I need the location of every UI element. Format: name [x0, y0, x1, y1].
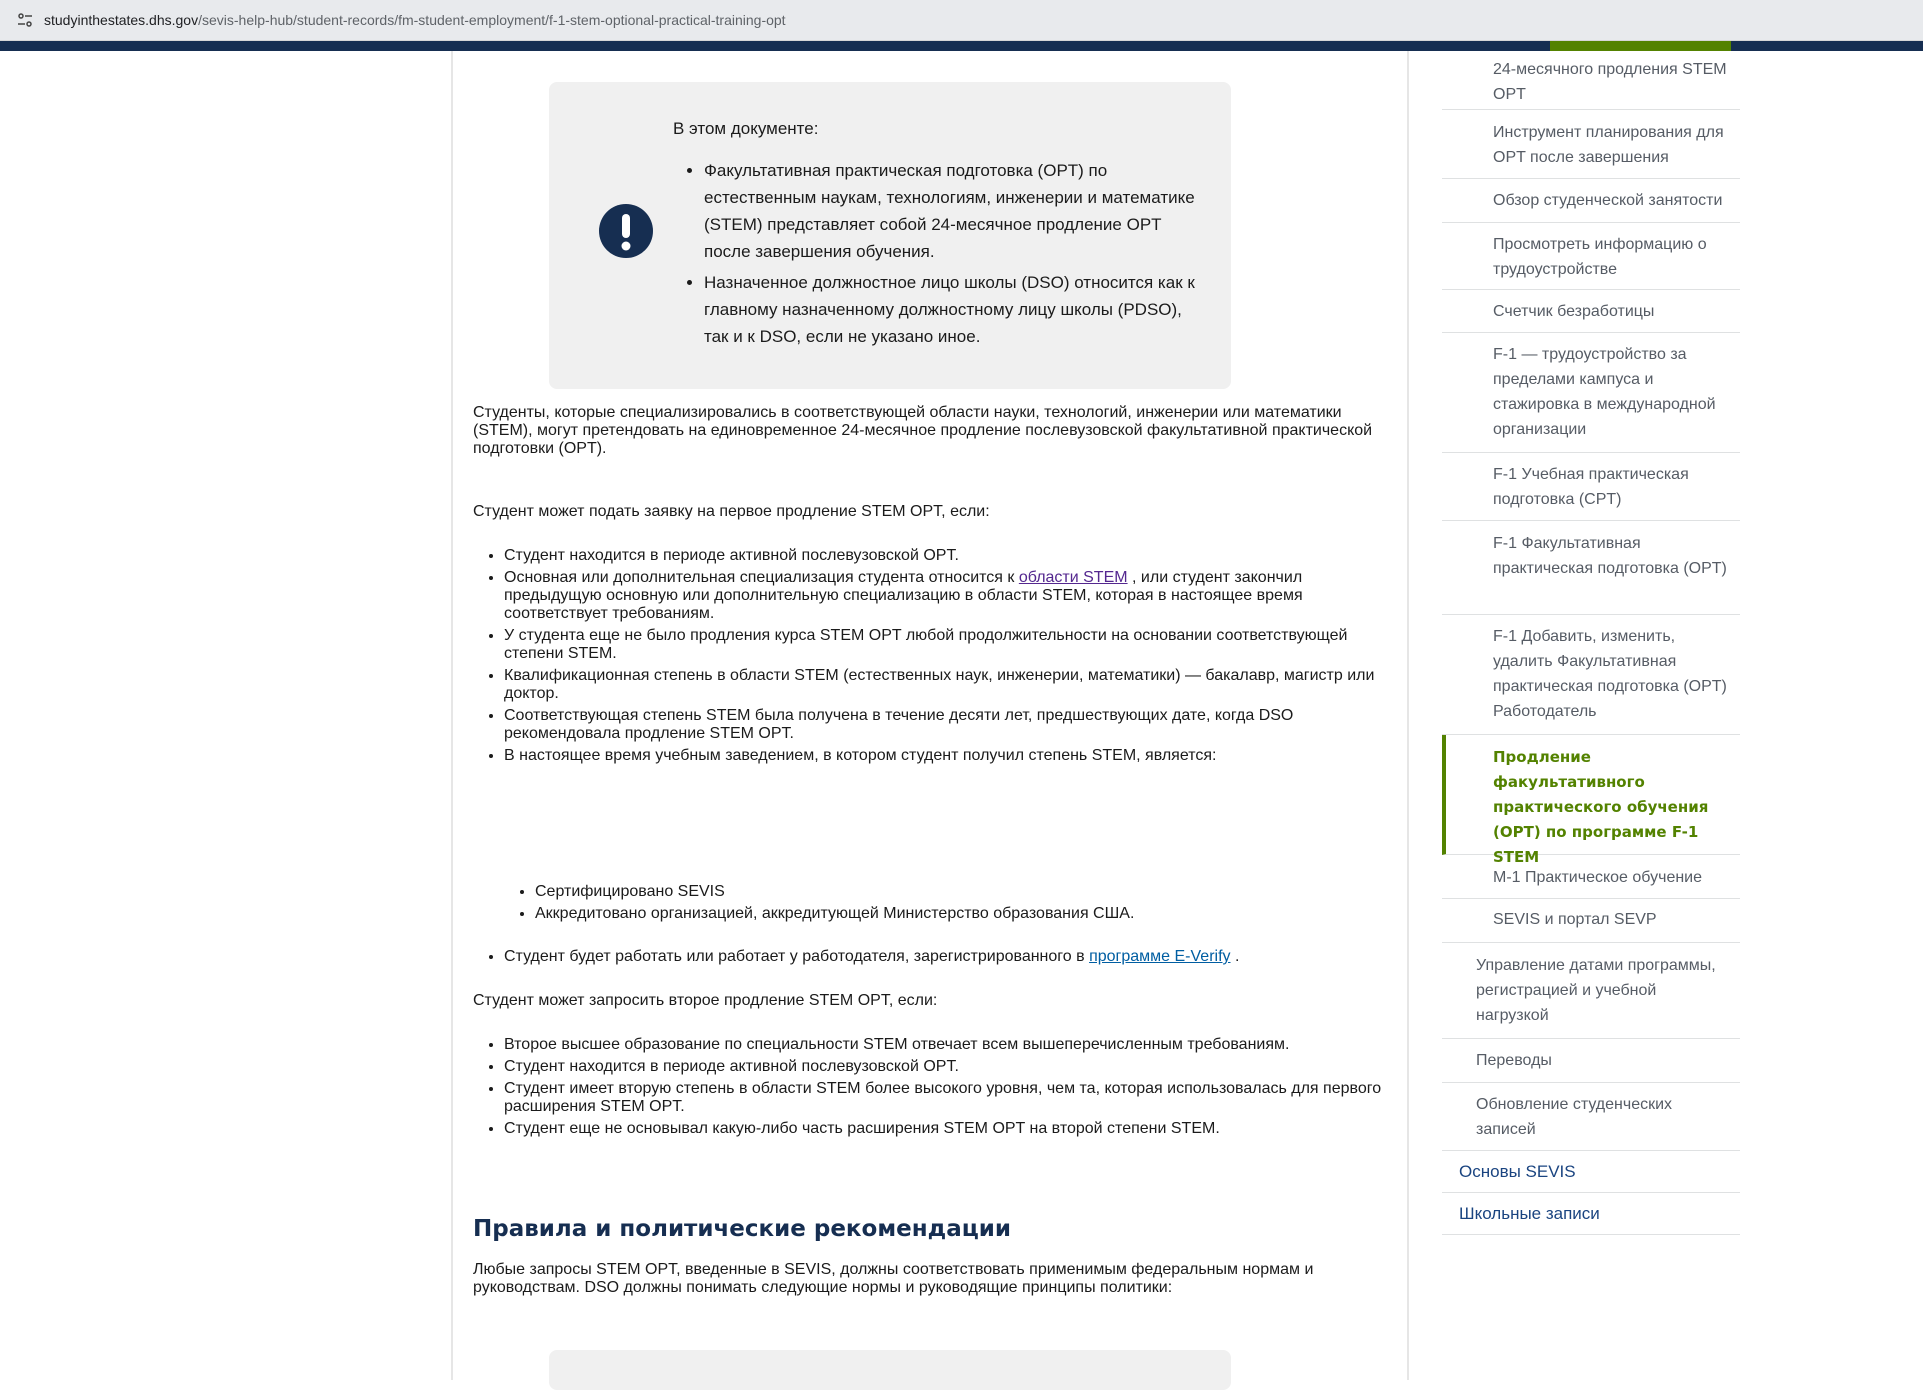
list-item: • Аккредитовано организацией, аккредитующей Министерство образования США.: [535, 905, 1393, 923]
stem-fields-link[interactable]: области STEM: [1018, 569, 1128, 586]
sidebar-item-label: Управление датами программы, регистрацией и учебной нагрузкой: [1476, 957, 1716, 1024]
sidebar-item-update-records[interactable]: [1442, 1083, 1740, 1151]
second-extension-lead: Студент может запросить второе продление STEM OPT, если:: [473, 992, 938, 1009]
sidebar-item-label: Просмотреть информацию о трудоустройстве: [1493, 236, 1707, 278]
sidebar-item-program-dates[interactable]: [1442, 943, 1740, 1039]
sidebar-item-label: Обзор студенческой занятости: [1493, 192, 1723, 209]
list-item: • Студент находится в периоде активной послевузовской OPT.: [504, 547, 1393, 565]
e-verify-link[interactable]: программе E-Verify: [1089, 948, 1231, 965]
sidebar-item-transfers[interactable]: [1442, 1039, 1740, 1083]
sidebar-item-label: F-1 — трудоустройство за пределами кампуса и стажировка в международной организации: [1493, 346, 1716, 438]
sidebar-item-opt[interactable]: [1442, 521, 1740, 615]
url-text[interactable]: [44, 12, 786, 28]
sidebar-item-label: F-1 Учебная практическая подготовка (CPT): [1493, 466, 1689, 508]
sidebar-item-label: F-1 Факультативная практическая подготовка (OPT): [1493, 535, 1727, 577]
rules-paragraph: Любые запросы STEM OPT, введенные в SEVIS, должны соответствовать применимым федеральным нормам и руководствам. DSO должны понимать следующие нормы и руководящие принципы политики:: [473, 1261, 1314, 1296]
sidebar-item-label: Переводы: [1476, 1052, 1552, 1069]
sidebar-item-label: Обновление студенческих записей: [1476, 1096, 1673, 1138]
sidebar-item-label: Инструмент планирования для OPT после завершения: [1493, 124, 1724, 166]
callout-item: • Назначенное должностное лицо школы (DSO) относится как к главному назначенному должностному лицу школы (PDSO), так и к DSO, если не указано иное.: [704, 269, 1204, 350]
sidebar-item-m1-training[interactable]: [1442, 855, 1740, 899]
list-item: • Второе высшее образование по специальности STEM отвечает всем вышеперечисленным требованиям.: [504, 1036, 1393, 1054]
sidebar-item-cpt[interactable]: [1442, 453, 1740, 521]
list-item-text: , или студент закончил предыдущую основную или дополнительную специализацию в области STEM, которая в настоящее время соответствует требованиям.: [504, 569, 1303, 622]
list-item-text: .: [1230, 948, 1240, 965]
exclamation-circle-icon: [599, 204, 653, 258]
sidebar-item-sevis-basics[interactable]: [1442, 1151, 1740, 1193]
url-host: studyinthestates.dhs.gov: [44, 12, 199, 28]
sidebar-item-stem-opt-current[interactable]: [1442, 735, 1740, 866]
summary-callout: [549, 82, 1231, 389]
sidebar-item-label: Продление факультативного практического обучения (OPT) по программе F-1 STEM: [1493, 748, 1709, 866]
sidebar-item-view-employment[interactable]: [1442, 223, 1740, 290]
sidebar-item-label: SEVIS и портал SEVP: [1493, 911, 1657, 928]
sidebar-item-school-records[interactable]: [1442, 1193, 1740, 1235]
url-path: /sevis-help-hub/student-records/fm-student-employment/f-1-stem-optional-practical-training-opt: [198, 12, 786, 28]
tune-icon[interactable]: [14, 9, 36, 31]
school-requirements-sublist: [473, 883, 1393, 927]
sidebar-item-employment-overview[interactable]: [1442, 179, 1740, 223]
callout-intro: В этом документе:: [673, 119, 819, 138]
sidebar-item-unemployment-counter[interactable]: [1442, 290, 1740, 333]
browser-address-bar[interactable]: [0, 0, 1923, 41]
list-item: • У студента еще не было продления курса STEM OPT любой продолжительности на основании соответствующей степени STEM.: [504, 627, 1393, 663]
list-item-text: Студент будет работать или работает у работодателя, зарегистрированного в: [504, 948, 1090, 965]
first-extension-lead: Студент может подать заявку на первое продление STEM OPT, если:: [473, 503, 990, 520]
sidebar-item-off-campus[interactable]: [1442, 333, 1740, 453]
list-item: [504, 948, 1393, 966]
list-item: • В настоящее время учебным заведением, в котором студент получил степень STEM, является:: [504, 747, 1393, 765]
first-extension-list: [473, 547, 1393, 769]
second-extension-list: [473, 1036, 1393, 1142]
list-item: • Сертифицировано SEVIS: [535, 883, 1393, 901]
sidebar-item-stem-extension[interactable]: [1442, 51, 1740, 110]
list-item: • Студент еще не основывал какую-либо часть расширения STEM OPT на второй степени STEM.: [504, 1120, 1393, 1138]
site-header-band: [0, 41, 1923, 51]
list-item: • Квалификационная степень в области STEM (естественных наук, инженерии, математики) — бакалавр, магистр или доктор.: [504, 667, 1393, 703]
rules-heading: Правила и политические рекомендации: [473, 1216, 1011, 1242]
sidebar-item-sevp-portal[interactable]: [1442, 899, 1740, 943]
callout-item: • Факультативная практическая подготовка (OPT) по естественным наукам, технологиям, инженерии и математике (STEM) представляет собой 24-месячное продление OPT после завершения обучения.: [704, 157, 1204, 265]
list-item: • Студент находится в периоде активной послевузовской OPT.: [504, 1058, 1393, 1076]
sidebar-item-label: Школьные записи: [1459, 1204, 1600, 1223]
header-accent-tab: [1550, 41, 1731, 51]
callout-list: [673, 157, 1204, 354]
sidebar-item-opt-employer[interactable]: [1442, 615, 1740, 735]
rules-callout: [549, 1350, 1231, 1390]
sidebar-item-label: 24-месячного продления STEM OPT: [1493, 61, 1727, 103]
list-item-text: Основная или дополнительная специализация студента относится к: [504, 569, 1019, 586]
sidebar-item-label: F-1 Добавить, изменить, удалить Факультативная практическая подготовка (OPT) Работодатель: [1493, 628, 1727, 720]
sidebar-item-label: Счетчик безработицы: [1493, 303, 1655, 320]
list-item: • Студент имеет вторую степень в области STEM более высокого уровня, чем та, которая использовалась для первого расширения STEM OPT.: [504, 1080, 1393, 1116]
intro-paragraph: Студенты, которые специализировались в соответствующей области науки, технологий, инженерии или математики (STEM), могут претендовать на единовременное 24-месячное продление послевузовской факультативной практической подготовки (OPT).: [473, 404, 1373, 457]
list-item: [504, 569, 1393, 623]
first-extension-list-cont: [473, 948, 1393, 970]
sidebar-item-label: Основы SEVIS: [1459, 1162, 1576, 1181]
sidebar-item-label: M-1 Практическое обучение: [1493, 869, 1703, 886]
list-item: • Соответствующая степень STEM была получена в течение десяти лет, предшествующих дате, когда DSO рекомендовала продление STEM OPT.: [504, 707, 1393, 743]
sidebar-item-opt-planning-tool[interactable]: [1442, 110, 1740, 179]
